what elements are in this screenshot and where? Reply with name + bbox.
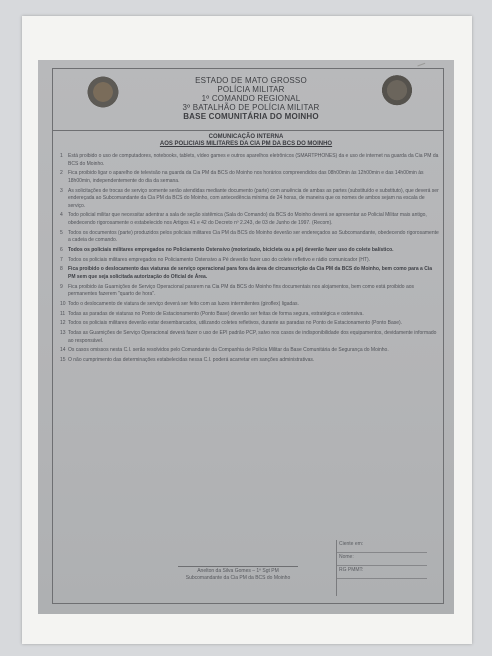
rules-list [60, 153, 440, 367]
header-text [148, 76, 354, 121]
header-line-police: POLÍCIA MILITAR [217, 85, 285, 94]
signature-role: Subcomandante da Cia PM da BCS do Moinho [185, 575, 291, 581]
header-line-command: 1º COMANDO REGIONAL [201, 94, 301, 103]
item-number: 10 [60, 300, 66, 307]
item-number: 8 [60, 266, 63, 273]
ciente-row: RG PMMT: [337, 566, 427, 579]
list-item [60, 257, 440, 265]
item-text: Fica proibido ligar o aparelho de televisão na guarda da Cia PM da BCS do Moinho nos horários compreendidos das 08h00min às 12h00min e das 14h00min às 18h00min, independentemente do dia da semana. [68, 170, 424, 184]
item-text: Fica proibido às Guarnições de Serviço Operacional pararem na Cia PM da BCS do Moinho fins documentais nos alojamentos, bem como está proibido aos permanentes fazerem "quarto de hora". [68, 283, 415, 298]
item-text: Todos os documentos (parte) produzidos pelos policiais militares Cia PM da BCS do Moinho deverão ser endereçados ao Subcomandante, obedecendo rigorosamente a cadeia de comando. [68, 229, 439, 244]
signature-block [178, 566, 298, 582]
list-item [60, 311, 440, 319]
item-text: Todo policial militar que necessitar adentrar a sala de seção sistêmica (Sala do Comando) da BCS do Moinho deverá se apresentar ao Policial Militar mais antigo, obedecendo rigorosamente o estabelecido nos Artigos 41 e 42 do Decreto nº 2.243, de 03 de Junho de 1997. (Recom). [68, 212, 427, 227]
ciente-row: Ciente em: [337, 540, 427, 553]
document-title [38, 134, 454, 148]
item-number: 2 [60, 170, 63, 177]
title-line-2: AOS POLICIAIS MILITARES DA CIA PM DA BCS DO MOINHO [159, 141, 333, 147]
ciente-box [336, 540, 427, 596]
item-text: As solicitações de trocas de serviço somente serão atendidas mediante documento (parte) com anuência de ambas as partes (substituído e substituto), que deverá ser endereçada ao Subcomandante da Cia PM da BCS do Moinho, com antecedência mínima de 24 horas, de maneira que os nomes de ambos sejam na escala de serviço. [68, 187, 439, 209]
item-text: Está proibido o uso de computadores, notebooks, tablets, vídeo games e outros aparelhos eletrônicos (SMARTPHONES) da e uso de internet na guarda da Cia PM da BCS do Moinho. [68, 153, 439, 167]
item-text: O não cumprimento das determinações estabelecidas nessa C.I. poderá acarretar em sanções administrativas. [68, 356, 315, 363]
header-line-base: BASE COMUNITÁRIA DO MOINHO [183, 112, 319, 121]
list-item [60, 188, 440, 211]
list-item [60, 301, 440, 309]
list-item [60, 330, 440, 345]
list-item [60, 347, 440, 355]
scanned-document [38, 60, 454, 614]
list-item [60, 284, 440, 299]
item-number: 13 [60, 330, 66, 336]
item-text: Todos os policiais militares deverão estar desembarcados, utilizando coletes refletivos, durante as paradas no Ponto de Estacionamento (Ponto Base). [68, 320, 403, 327]
list-item [60, 247, 440, 255]
item-text: Os casos omissos nesta C.I. serão resolvidos pelo Comandante da Companhia de Polícia Militar da Base Comunitária de Segurança do Moinho. [68, 347, 389, 354]
military-police-badge-icon [382, 74, 412, 110]
item-number: 15 [60, 356, 66, 363]
list-item [60, 153, 440, 168]
item-number: 5 [60, 229, 63, 236]
item-text: Todo o deslocamento de viatura de serviço deverá ser feito com as luzes intermitentes (giroflex) ligadas. [68, 300, 299, 307]
item-number: 1 [60, 153, 63, 159]
signature-name: Anelton da Silva Gomes – 1º Sgt PM [197, 568, 279, 574]
list-item [60, 230, 440, 245]
item-number: 11 [60, 310, 66, 317]
document-header [38, 66, 454, 128]
item-number: 4 [60, 212, 63, 219]
list-item [60, 266, 440, 281]
header-line-battalion: 3º BATALHÃO DE POLÍCIA MILITAR [182, 103, 320, 112]
state-coat-of-arms-icon [86, 74, 120, 114]
list-item [60, 212, 440, 227]
ciente-row: Nome: [337, 553, 427, 566]
item-number: 6 [60, 247, 63, 253]
item-text: Todas as paradas de viaturas no Ponto de Estacionamento (Ponto Base) deverão ser feitas de forma segura, estratégica e ostensiva. [68, 310, 364, 317]
item-text: Todas as Guarnições de Serviço Operacional deverá fazer o uso de EPI padrão PCP, salvo nos casos de indisponibilidade dos equipamentos, devidamente informado ao responsável. [68, 330, 437, 344]
item-number: 7 [60, 256, 63, 263]
item-number: 12 [60, 320, 66, 327]
title-line-1: COMUNICAÇÃO INTERNA [208, 134, 284, 140]
list-item [60, 320, 440, 328]
item-text: Todos os policiais militares empregados no Policiamento Ostensivo (motorizado, bicicleta ou a pé) deverão fazer uso do colete balístico. [68, 247, 394, 253]
item-number: 9 [60, 283, 63, 290]
item-text: Fica proibido o deslocamento das viaturas de serviço operacional para fora da área de circunscrição da Cia PM da BCS do Moinho, bem como para a Cia PM sem que seja solicitada autorização do Oficial de Área. [68, 266, 432, 280]
header-line-state: ESTADO DE MATO GROSSO [195, 76, 307, 85]
item-number: 3 [60, 187, 63, 194]
list-item [60, 357, 440, 365]
signature-line [178, 566, 298, 567]
header-divider [52, 130, 444, 131]
item-text: Todos os policiais militares empregados no Policiamento Ostensivo a Pé deverão fazer uso do colete refletivo e rádio comunicador (HT). [68, 256, 371, 263]
item-number: 14 [60, 347, 66, 354]
list-item [60, 170, 440, 185]
